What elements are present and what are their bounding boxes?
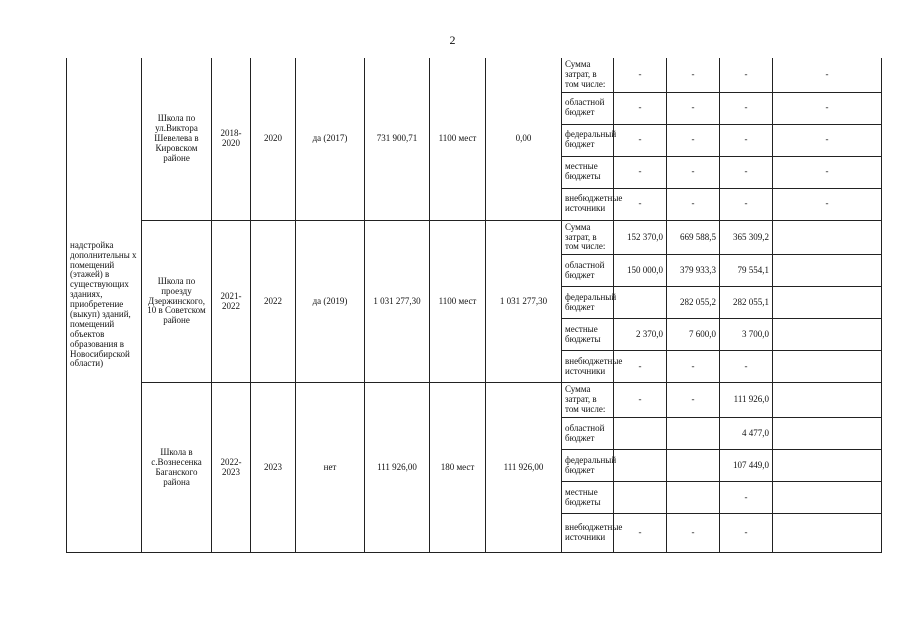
commissioning-year: 2020 xyxy=(251,58,296,220)
design-doc-status: да (2017) xyxy=(296,58,365,220)
funding-value-2: 282 055,2 xyxy=(667,287,720,319)
table-row xyxy=(67,58,882,92)
funding-value-4: - xyxy=(773,188,882,220)
object-name: Школа по проезду Дзержинского, 10 в Советском районе xyxy=(142,220,212,383)
funding-value-1: - xyxy=(614,124,667,156)
funding-value-3: - xyxy=(720,156,773,188)
funding-value-1 xyxy=(614,418,667,450)
funding-source-label: областной бюджет xyxy=(562,255,614,287)
funding-value-2: - xyxy=(667,124,720,156)
funding-value-3: 4 477,0 xyxy=(720,418,773,450)
funding-value-1: - xyxy=(614,156,667,188)
funding-value-1: 152 370,0 xyxy=(614,220,667,255)
funding-source-label: местные бюджеты xyxy=(562,156,614,188)
funding-value-1: - xyxy=(614,514,667,553)
funding-value-2: - xyxy=(667,188,720,220)
funding-value-1 xyxy=(614,450,667,482)
object-name: Школа в с.Вознесенка Баганского района xyxy=(142,383,212,553)
funding-value-3: - xyxy=(720,351,773,383)
remaining-cost: 1 031 277,30 xyxy=(486,220,562,383)
remaining-cost: 111 926,00 xyxy=(486,383,562,553)
funding-value-3: 3 700,0 xyxy=(720,319,773,351)
funding-value-3: - xyxy=(720,58,773,92)
funding-source-label: внебюджетные источники xyxy=(562,188,614,220)
funding-value-4 xyxy=(773,287,882,319)
funding-source-label: местные бюджеты xyxy=(562,319,614,351)
funding-value-2: - xyxy=(667,514,720,553)
funding-value-1: 2 370,0 xyxy=(614,319,667,351)
funding-value-4 xyxy=(773,450,882,482)
funding-value-2: - xyxy=(667,383,720,418)
funding-value-3: - xyxy=(720,514,773,553)
page-number: 2 xyxy=(449,33,456,47)
funding-value-4 xyxy=(773,255,882,287)
funding-value-4 xyxy=(773,383,882,418)
funding-value-3: 282 055,1 xyxy=(720,287,773,319)
funding-value-4 xyxy=(773,482,882,514)
capacity: 180 мест xyxy=(430,383,486,553)
funding-value-1: - xyxy=(614,58,667,92)
measure-description: надстройка дополнительны х помещений (этажей) в существующих зданиях, приобретение (выкуп) зданий, помещений объектов образования в Новосибирской области) xyxy=(67,58,142,553)
funding-value-3: 365 309,2 xyxy=(720,220,773,255)
funding-value-3: 79 554,1 xyxy=(720,255,773,287)
funding-value-1 xyxy=(614,482,667,514)
funding-source-label: внебюджетные источники xyxy=(562,351,614,383)
funding-value-1: - xyxy=(614,351,667,383)
construction-period: 2021-2022 xyxy=(212,220,251,383)
design-doc-status: да (2019) xyxy=(296,220,365,383)
funding-value-4 xyxy=(773,351,882,383)
capacity: 1100 мест xyxy=(430,220,486,383)
design-doc-status: нет xyxy=(296,383,365,553)
funding-source-label: местные бюджеты xyxy=(562,482,614,514)
construction-period: 2018-2020 xyxy=(212,58,251,220)
funding-value-3: 107 449,0 xyxy=(720,450,773,482)
commissioning-year: 2023 xyxy=(251,383,296,553)
funding-value-2: 7 600,0 xyxy=(667,319,720,351)
funding-value-2: 669 588,5 xyxy=(667,220,720,255)
funding-value-3: 111 926,0 xyxy=(720,383,773,418)
funding-source-label: областной бюджет xyxy=(562,92,614,124)
funding-source-label: федеральный бюджет xyxy=(562,450,614,482)
funding-source-label: Сумма затрат, в том числе: xyxy=(562,58,614,92)
estimated-cost: 1 031 277,30 xyxy=(365,220,430,383)
estimated-cost: 731 900,71 xyxy=(365,58,430,220)
object-name: Школа по ул.Виктора Шевелева в Кировском районе xyxy=(142,58,212,220)
funding-value-4 xyxy=(773,514,882,553)
funding-value-2: - xyxy=(667,156,720,188)
funding-value-2 xyxy=(667,418,720,450)
funding-value-2: - xyxy=(667,58,720,92)
estimated-cost: 111 926,00 xyxy=(365,383,430,553)
funding-value-1: - xyxy=(614,92,667,124)
construction-period: 2022-2023 xyxy=(212,383,251,553)
funding-value-1: - xyxy=(614,383,667,418)
funding-value-4: - xyxy=(773,92,882,124)
funding-value-4 xyxy=(773,220,882,255)
funding-value-4: - xyxy=(773,156,882,188)
funding-value-3: - xyxy=(720,188,773,220)
funding-value-4: - xyxy=(773,124,882,156)
funding-value-4: - xyxy=(773,58,882,92)
table-row xyxy=(67,383,882,418)
funding-source-label: федеральный бюджет xyxy=(562,287,614,319)
funding-source-label: областной бюджет xyxy=(562,418,614,450)
funding-value-4 xyxy=(773,418,882,450)
remaining-cost: 0,00 xyxy=(486,58,562,220)
funding-value-1: 150 000,0 xyxy=(614,255,667,287)
funding-value-3: - xyxy=(720,482,773,514)
funding-value-2 xyxy=(667,482,720,514)
funding-value-3: - xyxy=(720,92,773,124)
funding-value-2: - xyxy=(667,92,720,124)
funding-value-2: 379 933,3 xyxy=(667,255,720,287)
funding-source-label: Сумма затрат, в том числе: xyxy=(562,383,614,418)
objects-table xyxy=(66,58,882,553)
funding-value-2: - xyxy=(667,351,720,383)
table-row xyxy=(67,220,882,255)
funding-source-label: федеральный бюджет xyxy=(562,124,614,156)
funding-value-4 xyxy=(773,319,882,351)
funding-value-2 xyxy=(667,450,720,482)
funding-value-3: - xyxy=(720,124,773,156)
commissioning-year: 2022 xyxy=(251,220,296,383)
funding-source-label: Сумма затрат, в том числе: xyxy=(562,220,614,255)
funding-value-1 xyxy=(614,287,667,319)
funding-value-1: - xyxy=(614,188,667,220)
capacity: 1100 мест xyxy=(430,58,486,220)
funding-source-label: внебюджетные источники xyxy=(562,514,614,553)
